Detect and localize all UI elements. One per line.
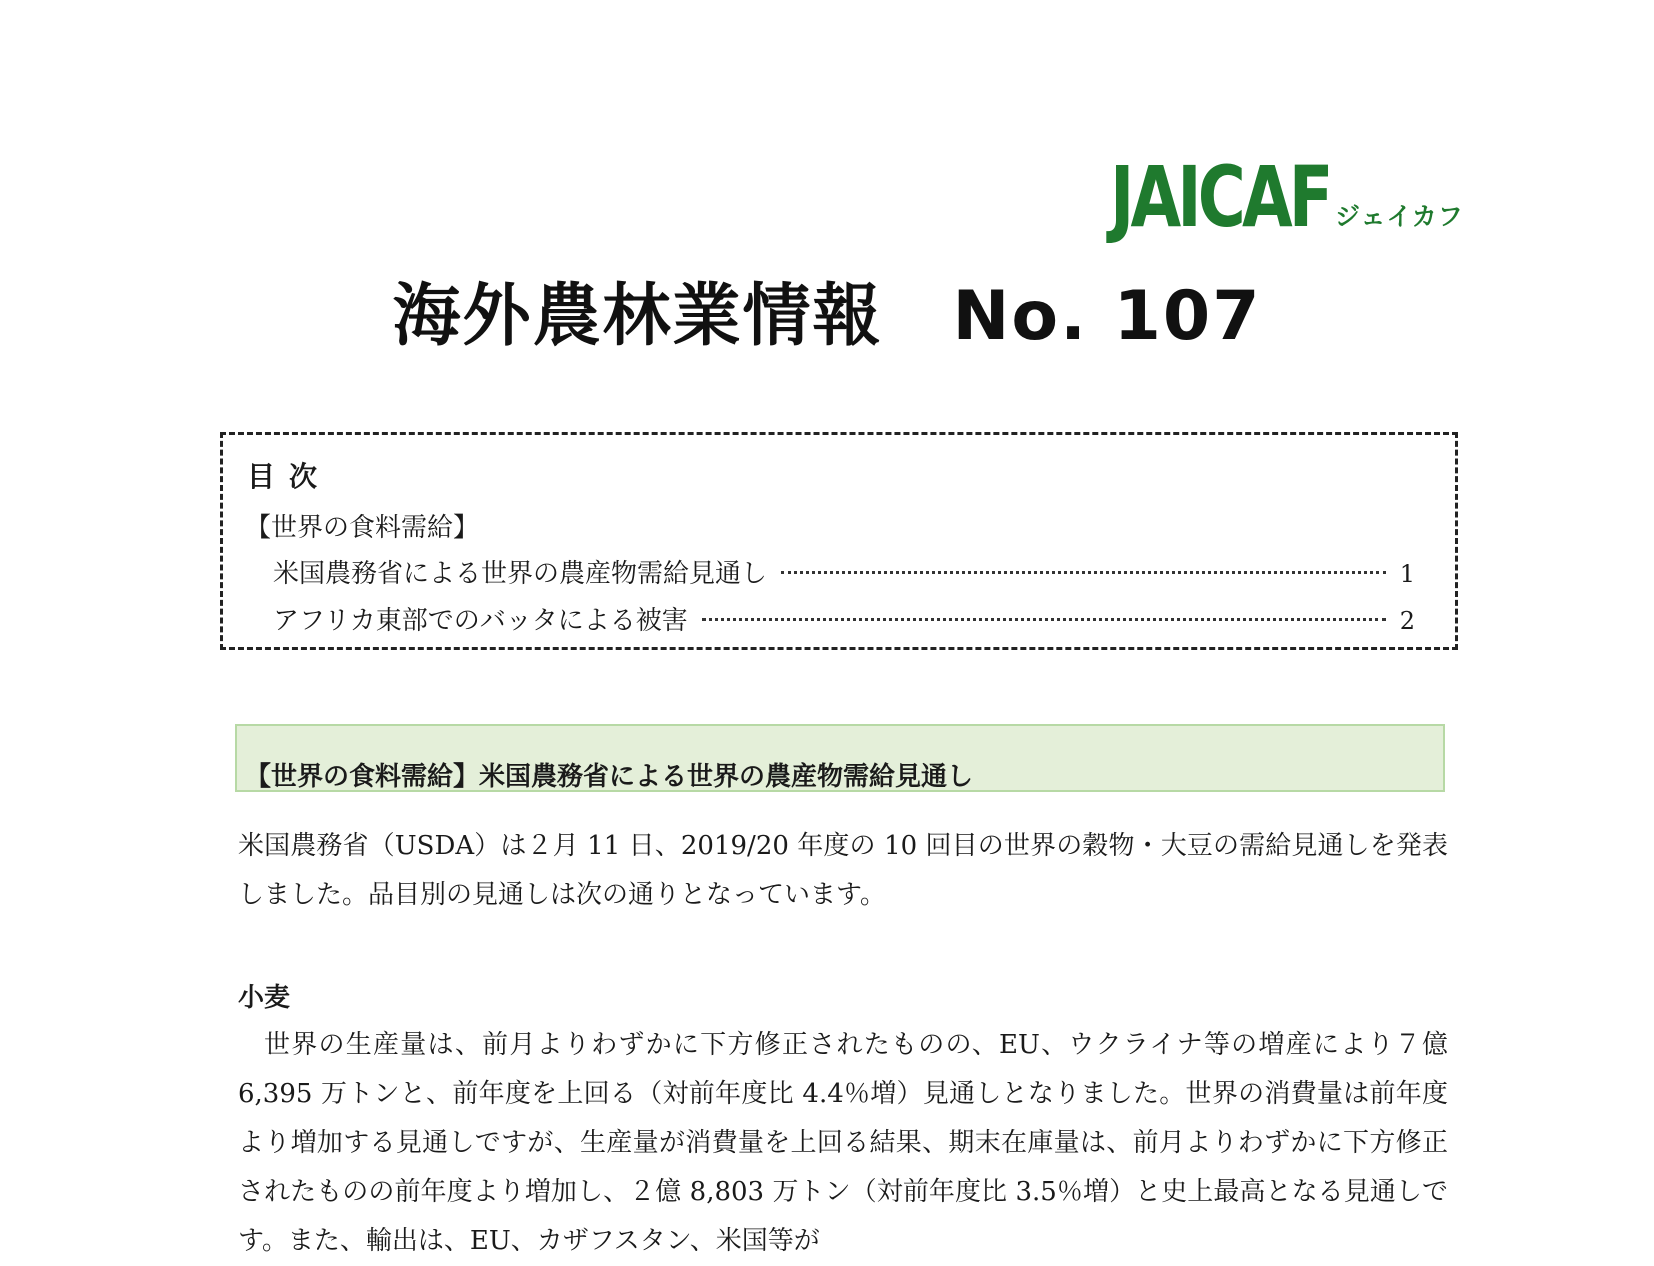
toc-entry-usda[interactable] [273,553,1415,590]
toc-entry-page: 2 [1399,607,1415,635]
toc-leader-dots [702,618,1386,621]
toc-leader-dots [781,571,1386,574]
toc-entry-label: アフリカ東部でのバッタによる被害 [273,606,688,636]
section-heading: 【世界の食料需給】米国農務省による世界の農産物需給見通し [245,762,974,792]
table-of-contents [220,432,1458,650]
jaicaf-logo [1110,148,1464,246]
toc-entry-label: 米国農務省による世界の農産物需給見通し [273,559,768,589]
toc-heading: 目次 [247,460,332,493]
logo-main-text: JAICAF [1110,148,1330,246]
toc-entry-locusts[interactable] [273,600,1415,637]
intro-paragraph: 米国農務省（USDA）は２月 11 日、2019/20 年度の 10 回目の世界の穀物・大豆の需給見通しを発表しました。品目別の見通しは次の通りとなっています。 [238,831,1448,910]
toc-section-label: 【世界の食料需給】 [245,513,480,543]
wheat-paragraph: 世界の生産量は、前月よりわずかに下方修正されたものの、EU、ウクライナ等の増産により７億 6,395 万トンと、前年度を上回る（対前年度比 4.4％増）見通しとなりました。世界の消費量は前年度より増加する見通しですが、生産量が消費量を上回る結果、期末在庫量は、前月よりわずかに下方修正されたものの前年度より増加し、２億 8,803 万トン（対前年度比 3.5％増）と史上最高となる見通しです。また、輸出は、EU、カザフスタン、米国等が [238,1030,1448,1256]
toc-entry-page: 1 [1399,560,1415,588]
wheat-heading: 小麦 [238,983,291,1013]
section-banner [235,724,1445,792]
document-title: 海外農林業情報 No. 107 [392,277,1262,356]
logo-sub-text: ジェイカフ [1335,202,1464,231]
